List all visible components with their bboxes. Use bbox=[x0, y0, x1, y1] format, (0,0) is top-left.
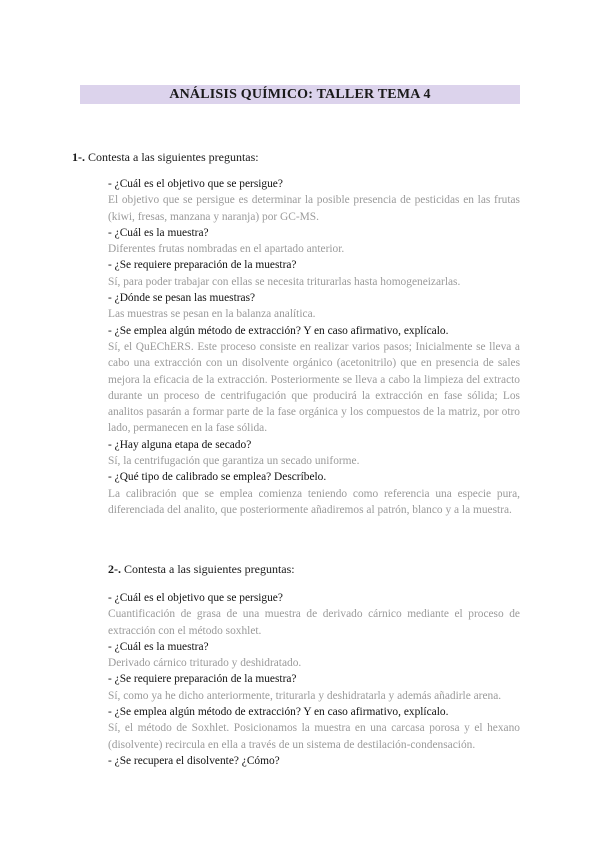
page-title: ANÁLISIS QUÍMICO: TALLER TEMA 4 bbox=[169, 87, 431, 102]
answer: Sí, el método de Soxhlet. Posicionamos la muestra en una carcasa porosa y el hexano (disolvente) recircula en ella a través de un sistema de destilación-condensación. bbox=[108, 722, 520, 751]
answer: Cuantificación de grasa de una muestra de derivado cárnico mediante el proceso de extracción con el método soxhlet. bbox=[108, 608, 520, 637]
question: - ¿Dónde se pesan las muestras? bbox=[108, 292, 256, 305]
answer: Las muestras se pesan en la balanza analítica. bbox=[108, 308, 316, 321]
section-2-heading bbox=[108, 561, 295, 577]
question: - ¿Cuál es el objetivo que se persigue? bbox=[108, 178, 283, 190]
section-number: 1-. bbox=[72, 150, 85, 164]
answer: Diferentes frutas nombradas en el apartado anterior. bbox=[108, 243, 345, 256]
section-number: 2-. bbox=[108, 562, 121, 576]
answer: El objetivo que se persigue es determinar la posible presencia de pesticidas en las frutas (kiwi, fresas, manzana y naranja) por GC-MS. bbox=[108, 194, 520, 223]
answer: La calibración que se emplea comienza teniendo como referencia una especie pura, diferenciada del analito, que posteriormente añadiremos al patrón, blanco y a la muestra. bbox=[108, 487, 520, 516]
question: - ¿Se recupera el disolvente? ¿Cómo? bbox=[108, 754, 280, 767]
answer: Sí, para poder trabajar con ellas se necesita triturarlas hasta homogeneizarlas. bbox=[108, 275, 461, 288]
question: - ¿Cuál es la muestra? bbox=[108, 640, 209, 653]
section-1-heading bbox=[72, 149, 259, 165]
question: - ¿Se emplea algún método de extracción? Y en caso afirmativo, explícalo. bbox=[108, 706, 449, 719]
section-1-questions bbox=[108, 176, 520, 518]
question: - ¿Cuál es la muestra? bbox=[108, 226, 209, 239]
question: - ¿Hay alguna etapa de secado? bbox=[108, 438, 252, 451]
question: - ¿Cuál es el objetivo que se persigue? bbox=[108, 592, 283, 604]
question: - ¿Se requiere preparación de la muestra? bbox=[108, 673, 297, 686]
section-heading-text: Contesta a las siguientes preguntas: bbox=[88, 150, 259, 164]
section-heading-text: Contesta a las siguientes preguntas: bbox=[124, 562, 295, 576]
answer: Sí, el QuEChERS. Este proceso consiste en realizar varios pasos; Inicialmente se lleva a cabo una extracción con un disolvente orgánico (acetonitrilo) que en presencia de sales mejora la eficacia de la extracción. Posteriormente se lleva a cabo la limpieza del extracto durante un proceso de centrifugación que producirá la extracción en fase sólida; Los analitos pasarán a formar parte de la fase orgánica y los compuestos de la matriz, por otro lado, permanecen en la fase sólida. bbox=[108, 340, 520, 435]
answer: Sí, como ya he dicho anteriormente, triturarla y deshidratarla y además añadirle arena. bbox=[108, 689, 502, 702]
question: - ¿Se requiere preparación de la muestra? bbox=[108, 259, 297, 272]
answer: Derivado cárnico triturado y deshidratado. bbox=[108, 657, 302, 670]
answer: Sí, la centrifugación que garantiza un secado uniforme. bbox=[108, 455, 360, 468]
question: - ¿Se emplea algún método de extracción? Y en caso afirmativo, explícalo. bbox=[108, 324, 449, 337]
section-2-questions bbox=[108, 590, 520, 769]
question: - ¿Qué tipo de calibrado se emplea? Descríbelo. bbox=[108, 471, 327, 484]
